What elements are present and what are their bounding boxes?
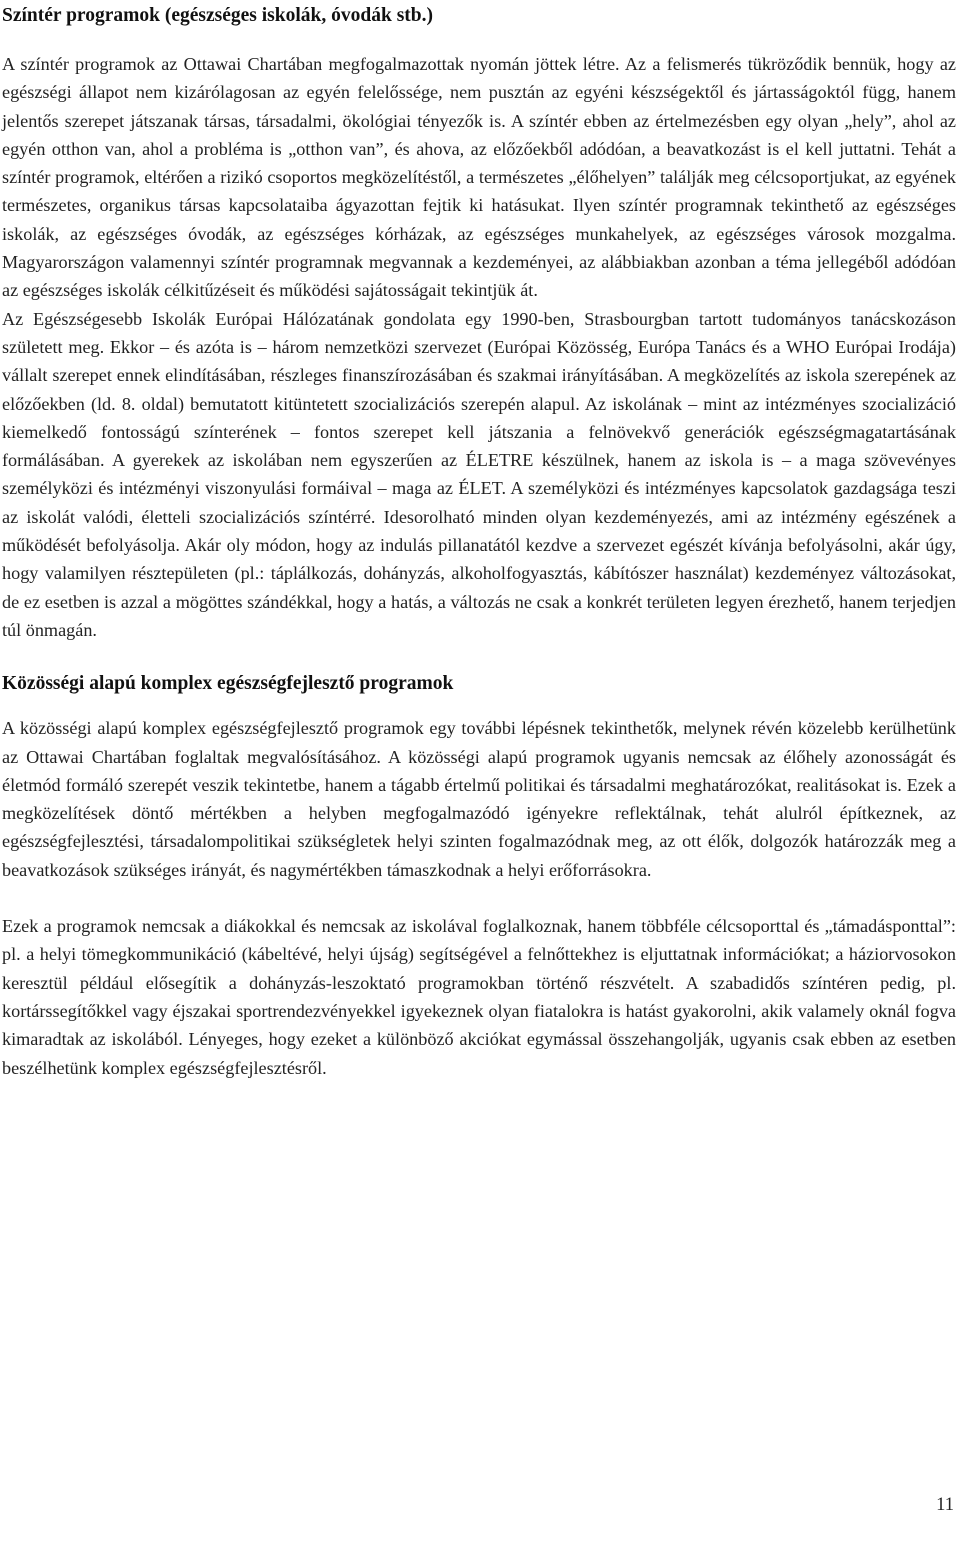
section-title-setting-programs: Színtér programok (egészséges iskolák, óvodák stb.)	[2, 5, 433, 26]
section-title-community-programs: Közösségi alapú komplex egészségfejlesztő programok	[2, 673, 454, 695]
paragraph: A színtér programok az Ottawai Chartában megfogalmazottak nyomán jöttek létre. Az a felismerés tükröződik bennük, hogy az egészségi állapot nem kizárólagosan az egyén felelőssége, nem pusztán az egyéni készségektől és jártasságoktól függ, hanem jelentős szerepet játszanak társas, társadalmi, ökológiai tényezők is. A színtér ebben az értelmezésben egy olyan „hely”, ahol az egyén otthon van, ahol a probléma is „otthon van”, és ahova, az előzőekből adódóan, a beavatkozást is el kell juttatni. Tehát a színtér programok, eltérően a rizikó csoportos megközelítéstől, a természetes „élőhelyen” találják meg célcsoportjukat, az egyének természetes, organikus társas kapcsolataiba ágyazottan fejtik ki hatásukat. Ilyen színtér programnak tekinthető az egészséges iskolák, az egészséges óvodák, az egészséges kórházak, az egészséges munkahelyek, az egészséges városok mozgalma. Magyarországon valamennyi színtér programnak megvannak a kezdeményei, az alábbiakban azonban a téma jellegéből adódóan az egészséges iskolák célkitűzéseit és működési sajátosságait tekintjük át.	[2, 54, 956, 301]
paragraph: Az Egészségesebb Iskolák Európai Hálózatának gondolata egy 1990-ben, Strasbourgban tartott tudományos tanácskozáson született meg. Ekkor – és azóta is – három nemzetközi szervezet (Európai Közösség, Európa Tanács és a WHO Európai Irodája) vállalt szerepet ennek elindításában, részleges finanszírozásában és szakmai irányításában. A megközelítés az iskola szerepének az előzőekben (ld. 8. oldal) bemutatott kitüntetett szocializációs szerepén alapul. Az iskolának – mint az intézményes szocializáció kiemelkedő fontosságú színterének – fontos szerepet kell játszania a felnövekvő generációk egészségmagatartásának formálásában. A gyerekek az iskolában nem egyszerűen az ÉLETRE készülnek, hanem az iskola is – a maga szövevényes személyközi és intézményi viszonyulási formáival – maga az ÉLET. A személyközi és intézményes kapcsolatok gazdagsága teszi az iskolát valódi, életteli szocializációs színtérré. Idesorolható minden olyan kezdeményezés, ami az intézmény egészének a működését befolyásolja. Akár oly módon, hogy az indulás pillanatától kezdve a szervezet egészét kívánja befolyásolni, akár úgy, hogy valamilyen résztерületen (pl.: táplálkozás, dohányzás, alkoholfogyasztás, kábítószer használat) kezdeményez változásokat, de ez esetben is azzal a mögöttes szándékkal, hogy a hatás, a változás ne csak a konkrét területen legyen érezhető, hanem terjedjen túl önmagán.	[2, 308, 956, 640]
paragraph: A közösségi alapú komplex egészségfejlesztő programok egy további lépésnek tekinthetők, melynek révén közelebb kerülhetünk az Ottawai Chartában foglaltak megvalósításához. A közösségi alapú programok ugyanis nemcsak az élőhely azonosságát és életmód formáló szerepét veszik tekintetbe, hanem a tágabb értelmű politikai és társadalmi meghatározókat, realitásokat is. Ezek a megközelítések döntő mértékben a helyben megfogalmazódó igényekre reflektálnak, tehát alulról építkeznek, az egészségfejlesztési, társadalompolitikai szükségletek helyi szinten fogalmazódnak meg, az ott élők, dolgozók határozzák meg a beavatkozások szükséges irányát, és nagymértékben támaszkodnak a helyi erőforrásokra.	[2, 718, 956, 880]
page-number: 11	[936, 1495, 954, 1515]
section-body-setting-programs	[2, 50, 956, 644]
paragraph: Ezek a programok nemcsak a diákokkal és nemcsak az iskolával foglalkoznak, hanem többféle célcsoporttal és „támadásponttal”: pl. a helyi tömegkommunikáció (kábeltévé, helyi újság) segítségével a felnőttekhez is eljuttatnak információkat; a háziorvosokon keresztül például elősegítik a dohányzás-leszoktató programokban történő részvételt. A szabadidős színtéren pedig, pl. kortárssegítőkkel vagy éjszakai sportrendezvényekkel igyekeznek olyan fiatalokra is hatást gyakorolni, akik valamely oknál fogva kimaradtak az iskolából. Lényeges, hogy ezeket a különböző akciókat egymással összehangolják, ugyanis csak ebben az esetben beszélhetünk komplex egészségfejlesztésről.	[2, 916, 956, 1078]
document-content	[2, 4, 956, 1082]
section-body-community-programs	[2, 714, 956, 1082]
